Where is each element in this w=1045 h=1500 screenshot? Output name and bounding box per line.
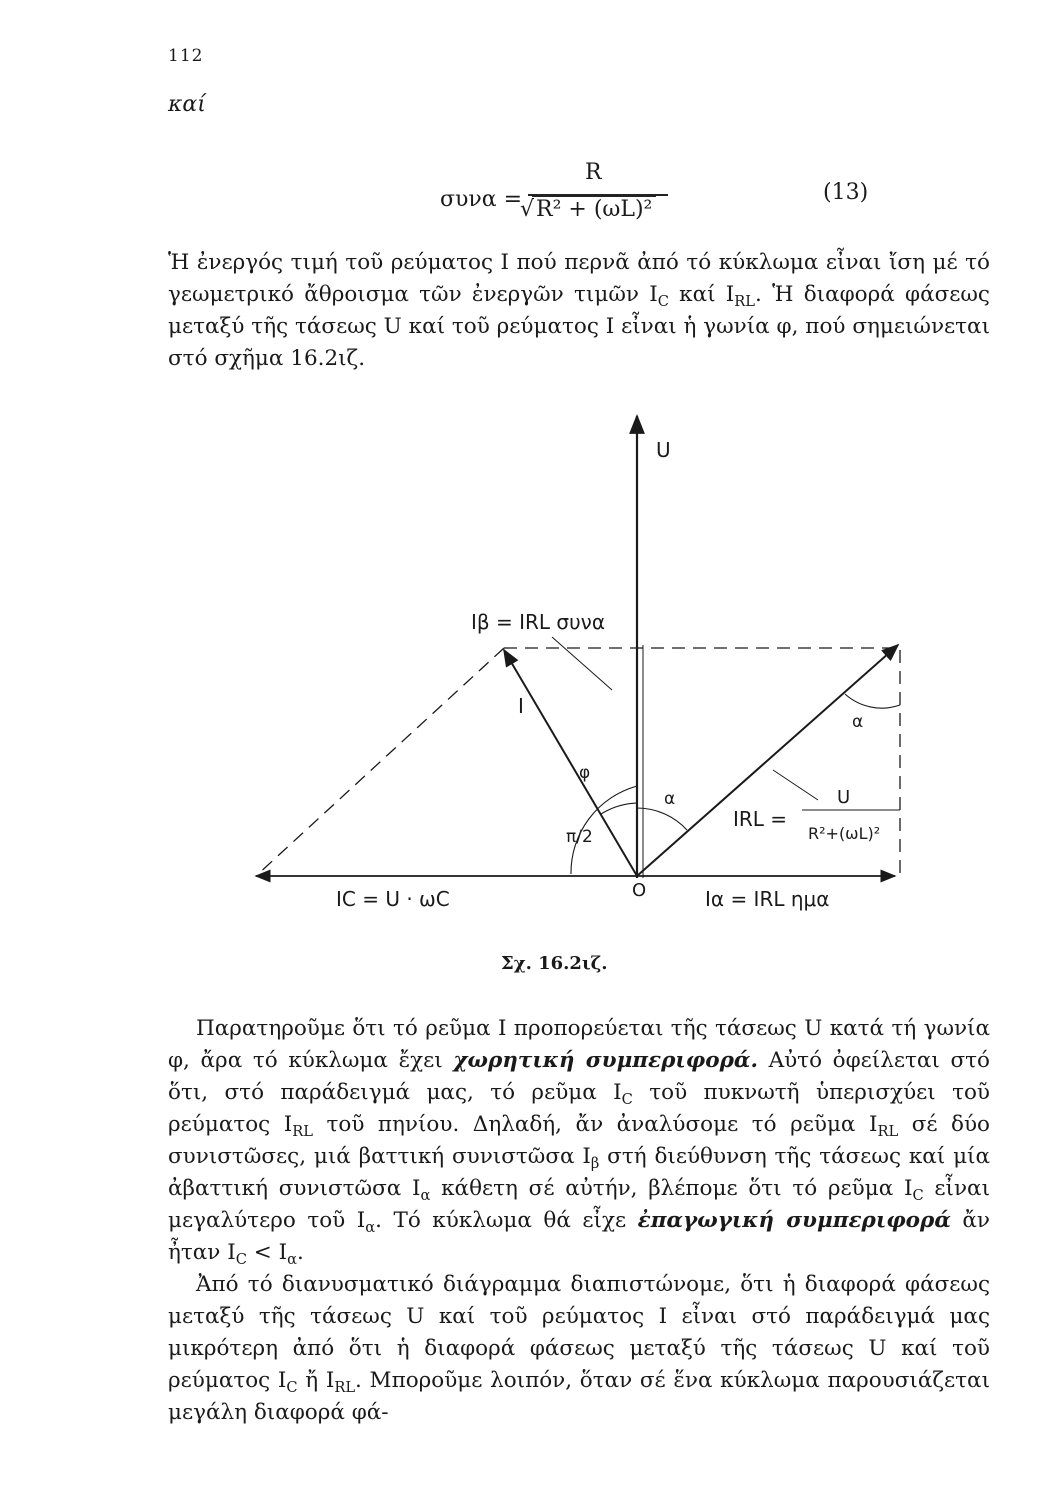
label-origin: O — [632, 880, 647, 901]
alpha-right-arc — [845, 694, 900, 708]
label-i-rl: IRL = — [733, 807, 788, 831]
label-i-c: IC = U · ωC — [336, 887, 450, 911]
paragraph-2 — [168, 1013, 990, 1429]
dashed-left — [256, 648, 504, 876]
figure-caption: Σχ. 16.2ιζ. — [501, 953, 608, 974]
paragraph-1-text: Ἡ ἐνεργός τιμή τοῦ ρεύματος I πού περνᾶ ἀπό τό κύκλωμα εἶναι ἴση μέ τό γεωμετρικό ἄθροισμα τῶν ἐνεργῶν τιμῶν $I_C$ καί $I_{RL}$. Ἡ διαφορά φάσεως μεταξύ τῆς τάσεως U καί τοῦ ρεύματος I εἶναι ἡ γωνία φ, πού σημειώνεται στό σχῆμα 16.2ιζ. — [168, 250, 990, 371]
label-alpha-right: α — [852, 712, 864, 732]
label-i-a: Iα = IRL ημα — [705, 887, 830, 911]
label-i-beta: Iβ = IRL συνα — [471, 610, 606, 634]
label-pi-half: π/2 — [566, 827, 593, 847]
equation-lhs: συνα = — [440, 187, 523, 212]
ibeta-leader — [552, 637, 612, 690]
paragraph-3-text: Ἀπό τό διανυσματικό διάγραμμα διαπιστώνομε, ὅτι ἡ διαφορά φάσεως μεταξύ τῆς τάσεως U καί τοῦ ρεύματος I εἶναι στό παράδειγμά μας μικρότερη ἀπό ὅτι ἡ διαφορά φάσεως μεταξύ τῆς τάσεως U καί τοῦ ρεύματος $I_C$ ἤ $I_{RL}$. Μποροῦμε λοιπόν, ὅταν σέ ἕνα κύκλωμα παρουσιάζεται μεγάλη διαφορά φά- — [168, 1272, 991, 1425]
label-i-rl-den: R²+(ωL)² — [808, 824, 881, 843]
page-number: 112 — [168, 46, 204, 66]
label-alpha-bottom: α — [664, 789, 676, 809]
label-phi: φ — [579, 763, 591, 783]
alpha-arc — [637, 808, 687, 830]
phi-arc — [601, 803, 637, 814]
label-u-axis: U — [656, 438, 671, 462]
paragraph-2-text: Παρατηροῦμε ὅτι τό ρεῦμα I προπορεύεται τῆς τάσεως U κατά τή γωνία φ, ἄρα τό κύκλωμα ἔχει χωρητική συμπεριφορά. Αὐτό ὀφείλεται στό ὅτι, στό παράδειγμά μας, τό ρεῦμα $I_C$ τοῦ πυκνωτῆ ὑπερισχύει τοῦ ρεύματος $I_{RL}$ τοῦ πηνίου. Δηλαδή, ἄν ἀναλύσομε τό ρεῦμα $I_{RL}$ σέ δύο συνιστῶσες, μιά βαττική συνιστῶσα $I_\beta$ στή διεύθυνση τῆς τάσεως καί μία ἀβαττική συνιστῶσα $I_\alpha$ κάθετη σέ αὐτήν, βλέπομε ὅτι τό ρεῦμα $I_C$ εἶναι μεγαλύτερο τοῦ $I_\alpha$. Τό κύκλωμα θά εἶχε ἐπαγωγική συμπεριφορά ἄν ἦταν $I_C < I_\alpha$. — [168, 1016, 991, 1269]
radical-sign: √ — [520, 197, 535, 222]
label-i-rl-num: U — [837, 787, 851, 808]
equation-numerator: R — [585, 160, 602, 185]
irl-leader — [773, 770, 818, 800]
lead-word: καί — [168, 92, 206, 117]
label-i-phasor: I — [518, 694, 524, 718]
radicand: R² + (ωL)² — [532, 196, 656, 222]
equation-number: (13) — [823, 180, 869, 205]
